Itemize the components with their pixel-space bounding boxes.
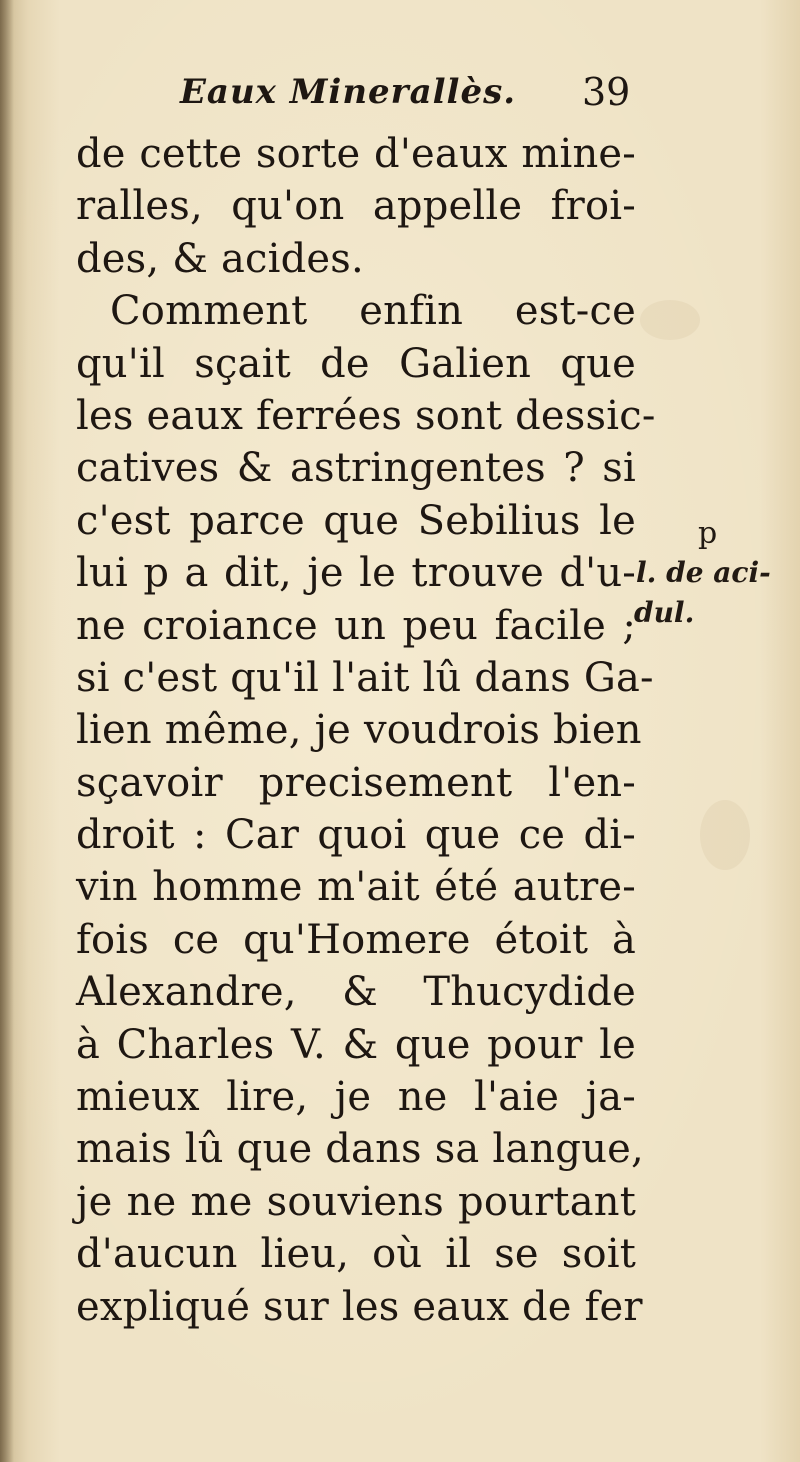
text-line: expliqué sur les eaux de fer bbox=[76, 1283, 643, 1330]
page-number: 39 bbox=[582, 70, 631, 114]
gutter-shadow bbox=[0, 0, 14, 1462]
text-line: de cette sorte d'eaux mine- bbox=[76, 131, 636, 177]
text-line: c'est parce que Sebilius le bbox=[76, 497, 636, 544]
text-line: à Charles V. & que pour le bbox=[76, 1021, 636, 1068]
text-line: sçavoir precisement l'en- bbox=[76, 759, 636, 806]
text-line: vin homme m'ait été autre- bbox=[76, 864, 636, 911]
text-line: lui p a dit, je le trouve d'u- bbox=[76, 550, 636, 597]
text-line: Comment enfin est-ce bbox=[110, 288, 636, 335]
text-line: lien même, je voudrois bien bbox=[76, 707, 642, 754]
text-line: fois ce qu'Homere étoit à bbox=[76, 916, 636, 963]
text-line: ralles, qu'on appelle froi- bbox=[76, 183, 636, 230]
text-line: ne croiance un peu facile ; bbox=[76, 602, 636, 649]
text-line: des, & acides. bbox=[76, 235, 364, 282]
body-text bbox=[76, 128, 656, 1333]
text-line: je ne me souviens pourtant bbox=[76, 1178, 636, 1225]
text-line: les eaux ferrées sont dessic- bbox=[76, 392, 656, 439]
text-line: mais lû que dans sa langue, bbox=[76, 1126, 644, 1173]
text-line: droit : Car quoi que ce di- bbox=[76, 812, 636, 859]
text-line: d'aucun lieu, où il se soit bbox=[76, 1231, 636, 1278]
running-title: Eaux Minerallès. bbox=[180, 72, 517, 112]
text-line: si c'est qu'il l'ait lû dans Ga- bbox=[76, 654, 654, 701]
text-line: catives & astringentes ? si bbox=[76, 445, 636, 492]
text-line: Alexandre, & Thucydide bbox=[76, 969, 636, 1016]
paper-stain bbox=[700, 800, 750, 870]
text-line: qu'il sçait de Galien que bbox=[76, 340, 636, 387]
marginal-note-line: l. de aci- bbox=[636, 556, 771, 589]
marginal-reference-letter: p bbox=[698, 516, 718, 551]
marginal-note-line: dul. bbox=[634, 596, 695, 629]
text-line: mieux lire, je ne l'aie ja- bbox=[76, 1074, 636, 1121]
paper-stain bbox=[640, 300, 700, 340]
